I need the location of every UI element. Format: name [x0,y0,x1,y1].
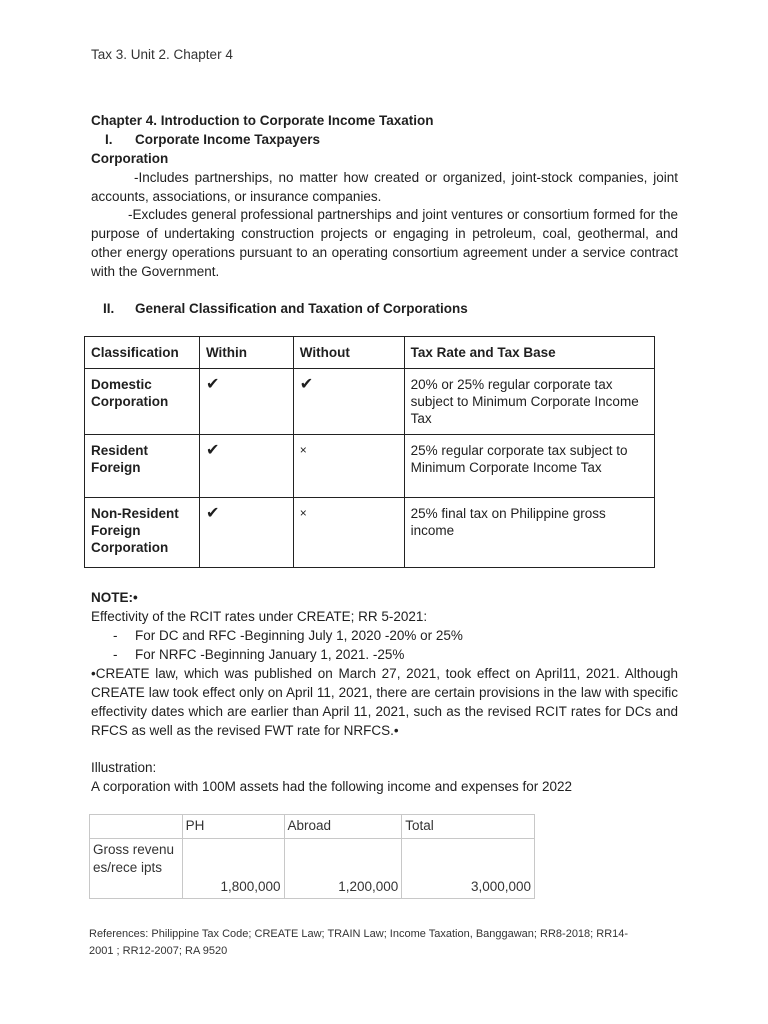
note-paragraph: •CREATE law, which was published on March 27, 2021, took effect on April11, 2021. Although CREATE law took effect only on April 11, 2021, there are certain provisions in the law with specific effectivity dates which are earlier than April 11, 2021, such as the revised RCIT rates for DCs and RFCS as well as the revised FWT rate for NRFCS.• [91,666,678,738]
note-bullet [113,626,463,645]
tax-cell: 25% regular corporate tax subject to Minimum Corporate Income Tax [404,435,654,498]
illustration-label: Illustration: [91,760,157,775]
without-check-icon: ✔ [293,369,404,435]
abroad-value-cell: 1,200,000 [284,839,402,899]
note-title: NOTE:• [91,590,138,605]
classification-cell: Domestic Corporation [85,369,200,435]
classification-cell: Resident Foreign [85,435,200,498]
table-header-row [90,815,535,839]
table-header-row [85,337,655,369]
bullet-text: For NRFC -Beginning January 1, 2021. -25% [135,647,405,662]
header-cell: Within [199,337,293,369]
term-corporation: Corporation [91,151,169,166]
header-cell: Without [293,337,404,369]
section-numeral: I. [105,132,113,147]
header-cell: PH [182,815,284,839]
table-row [85,369,655,435]
row-label-cell: Gross revenues/rece ipts [90,839,183,899]
note-intro: Effectivity of the RCIT rates under CREATE; RR 5-2021: [91,609,428,624]
excludes-paragraph: -Excludes general professional partnerships and joint ventures or consortium formed for the purpose of undertaking construction projects or engaging in petroleum, coal, geothermal, and other energy operations pursuant to an operating consortium agreement under a service contract with the Government. [91,207,678,279]
within-check-icon: ✔ [199,498,293,568]
section-heading-2 [103,299,468,318]
references-footer: References: Philippine Tax Code; CREATE Law; TRAIN Law; Income Taxation, Banggawan; RR8-2018; RR14-2001 ; RR12-2007; RA 9520 [89,928,629,957]
bullet-text: For DC and RFC -Beginning July 1, 2020 -20% or 25% [135,628,463,643]
classification-table [84,336,655,568]
tax-cell: 20% or 25% regular corporate tax subject to Minimum Corporate Income Tax [404,369,654,435]
section-heading-1 [105,130,321,149]
section-title: Corporate Income Taxpayers [135,132,321,147]
header-cell: Tax Rate and Tax Base [404,337,654,369]
includes-paragraph: -Includes partnerships, no matter how created or organized, joint-stock companies, joint accounts, associations, or insurance companies. [91,170,678,204]
classification-cell: Non-Resident Foreign Corporation [85,498,200,568]
header-cell: Classification [85,337,200,369]
total-value-cell: 3,000,000 [402,839,535,899]
page-header: Tax 3. Unit 2. Chapter 4 [91,47,233,62]
without-cross-icon: × [293,435,404,498]
without-cross-icon: × [293,498,404,568]
section-title: General Classification and Taxation of Corporations [135,301,468,316]
table-row [85,435,655,498]
within-check-icon: ✔ [199,435,293,498]
dash-icon: - [113,628,118,643]
illustration-table [89,814,535,899]
dash-icon: - [113,647,118,662]
header-cell: Abroad [284,815,402,839]
table-row [90,839,535,899]
chapter-title: Chapter 4. Introduction to Corporate Income Taxation [91,113,434,128]
table-row [85,498,655,568]
section-numeral: II. [103,301,115,316]
note-bullet [113,645,405,664]
tax-cell: 25% final tax on Philippine gross income [404,498,654,568]
ph-value-cell: 1,800,000 [182,839,284,899]
within-check-icon: ✔ [199,369,293,435]
illustration-description: A corporation with 100M assets had the following income and expenses for 2022 [91,779,573,794]
header-cell [90,815,183,839]
header-cell: Total [402,815,535,839]
